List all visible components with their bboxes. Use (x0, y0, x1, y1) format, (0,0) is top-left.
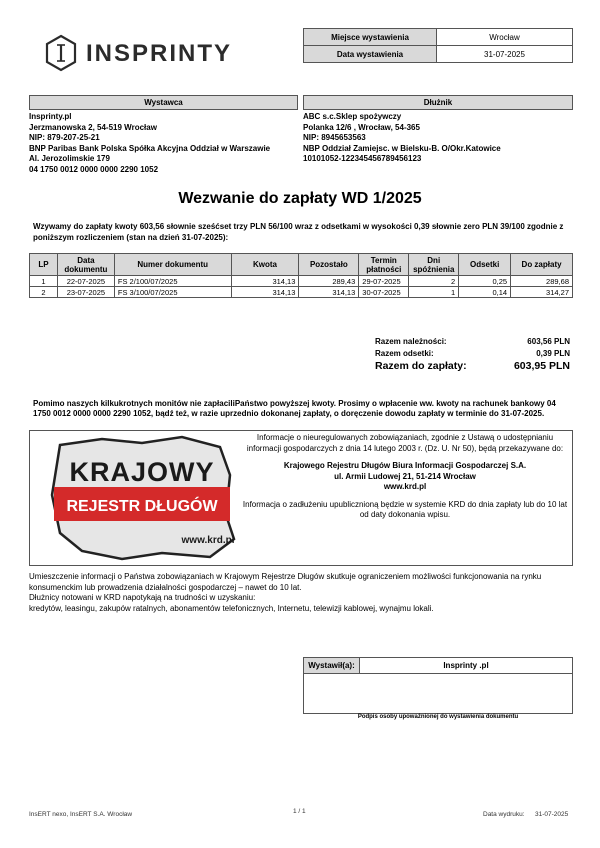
krd-logo-bottom: REJESTR DŁUGÓW (66, 498, 218, 515)
meta-value: 31-07-2025 (437, 46, 573, 63)
table-cell: 2 (30, 287, 58, 298)
col-header: Termin płatności (359, 254, 409, 276)
meta-label: Miejsce wystawienia (304, 29, 437, 46)
sum-total-value: 603,95 PLN (513, 360, 570, 372)
debtor-line: Polanka 12/6 , Wrocław, 54-365 (303, 122, 420, 132)
table-cell: 289,68 (511, 276, 573, 287)
consequences-text (29, 572, 573, 614)
table-cell: 314,13 (231, 276, 299, 287)
table-cell: 289,43 (299, 276, 359, 287)
meta-label: Data wystawienia (304, 46, 437, 63)
seller-heading: Wystawca (29, 95, 298, 110)
debtor-section (303, 95, 573, 165)
table-row (30, 287, 573, 298)
signature-label: Wystawił(a): (304, 658, 360, 673)
debtor-line: NIP: 8945653563 (303, 133, 366, 142)
seller-line: Al. Jerozolimskie 179 (29, 154, 110, 163)
sum-interest-label: Razem odsetki: (375, 349, 434, 358)
sum-receivables-label: Razem należności: (375, 337, 447, 346)
sum-total-label: Razem do zapłaty: (375, 360, 467, 372)
seller-section (29, 95, 298, 175)
col-header: Numer dokumentu (114, 254, 231, 276)
seller-line: 04 1750 0012 0000 0000 2290 1052 (29, 164, 159, 174)
col-header: Pozostało (299, 254, 359, 276)
debtor-line: ABC s.c.Sklep spożywczy (303, 112, 402, 121)
seller-line: BNP Paribas Bank Polska Spółka Akcyjna Oddział w Warszawie (29, 143, 271, 153)
document-meta-table (303, 28, 573, 63)
brand-logo (44, 34, 264, 74)
table-cell: 314,13 (231, 287, 299, 298)
settlement-table (29, 253, 573, 298)
brand-name: INSPRINTY (86, 40, 233, 67)
table-cell: 30-07-2025 (359, 287, 409, 298)
col-header: Dni spóźnienia (409, 254, 459, 276)
col-header: Do zapłaty (511, 254, 573, 276)
krd-registry-url: www.krd.pl (383, 482, 427, 491)
table-cell: 1 (409, 287, 459, 298)
col-header: LP (30, 254, 58, 276)
table-cell: FS 2/100/07/2025 (114, 276, 231, 287)
table-cell: 0,14 (459, 287, 511, 298)
meta-row-place (304, 29, 573, 46)
seller-line: Jerzmanowska 2, 54-519 Wrocław (29, 122, 157, 132)
consequences-line: Umieszczenie informacji o Państwa zobowiązaniach w Krajowym Rejestrze Długów skutkuje ograniczeniem możliwości funkcjonowania na rynku konsumenckim lub prowadzenia działalności gospodarczej – nawet do 10 lat. (29, 572, 542, 592)
consequences-line: Dłużnicy notowani w KRD napotykają na trudności w uzyskaniu: (29, 593, 256, 602)
table-cell: 314,13 (299, 287, 359, 298)
meta-row-date (304, 46, 573, 63)
sum-interest-value: 0,39 PLN (536, 349, 570, 358)
table-cell: 23-07-2025 (57, 287, 114, 298)
table-cell: 314,27 (511, 287, 573, 298)
krd-info-1: Informacje o nieuregulowanych zobowiązaniach, zgodnie z Ustawą o udostępnianiu informacji gospodarczych z dnia 14 lutego 2003 r. (Dz. U. Nr 50), będą przekazywane do: (246, 433, 564, 453)
table-cell: 22-07-2025 (57, 276, 114, 287)
table-row (30, 276, 573, 287)
hexagon-logo-icon (44, 34, 78, 72)
footer-date-value: 31-07-2025 (535, 811, 569, 818)
table-cell: 29-07-2025 (359, 276, 409, 287)
sum-receivables-value: 603,56 PLN (527, 337, 570, 346)
signature-value: Insprinty .pl (443, 661, 489, 670)
footer-date-label: Data wydruku: (483, 811, 525, 818)
table-cell: 1 (30, 276, 58, 287)
footer-software: InsERT nexo, InsERT S.A. Wrocław (29, 811, 133, 818)
krd-logo-url: www.krd.pl (181, 535, 235, 546)
krd-info-2: Informacja o zadłużeniu upublicznioną będzie w systemie KRD do dnia zapłaty lub do 10 lat od daty dokonania wpisu. (242, 499, 568, 519)
signature-box (303, 657, 573, 714)
krd-registry-name: Krajowego Rejestru Długów Biura Informacji Gospodarczej S.A. (283, 461, 527, 470)
document-title: Wezwanie do zapłaty WD 1/2025 (178, 190, 422, 207)
table-cell: FS 3/100/07/2025 (114, 287, 231, 298)
table-cell: 0,25 (459, 276, 511, 287)
krd-registry-address: ul. Armii Ludowej 21, 51-214 Wrocław (334, 471, 476, 481)
signature-caption: Podpis osoby upoważnionej do wystawienia dokumentu (357, 714, 519, 720)
debtor-line: NBP Oddział Zamiejsc. w Bielsku-B. O/Okr.Katowice (303, 143, 501, 153)
seller-line: Insprinty.pl (29, 112, 72, 121)
krd-logo (42, 435, 242, 563)
krd-logo-top: KRAJOWY (69, 457, 215, 487)
krd-info (240, 433, 570, 521)
col-header: Kwota (231, 254, 299, 276)
table-header-row (30, 254, 573, 276)
meta-value: Wrocław (437, 29, 573, 46)
col-header: Odsetki (459, 254, 511, 276)
debtor-heading: Dłużnik (303, 95, 573, 110)
seller-line: NIP: 879-207-25-21 (29, 133, 100, 142)
debtor-line: 10101052-122345456789456123 (303, 154, 422, 163)
intro-text: Wzywamy do zapłaty kwoty 603,56 słownie sześćset trzy PLN 56/100 wraz z odsetkami w wysokości 0,39 słownie zero PLN 39/100 zgodnie z poniższym rozliczeniem (stan na dzień 31-07-2025): (33, 222, 564, 242)
krd-notice-box (29, 430, 573, 566)
reminder-text: Pomimo naszych kilkukrotnych monitów nie zapłaciliPaństwo powyższej kwoty. Prosimy o wpłacenie ww. kwoty na rachunek bankowy 04 1750 0012 0000 0000 2290 1052, bądź też, w razie uprzednio dokonanej zapłaty, o doręczenie dowodu zapłaty w terminie do 31-07-2025. (33, 399, 556, 418)
consequences-line: kredytów, leasingu, zakupów ratalnych, abonamentów telefonicznych, Internetu, telewizji kablowej, wynajmu lokali. (29, 603, 434, 613)
footer-page: 1 / 1 (293, 808, 306, 815)
table-cell: 2 (409, 276, 459, 287)
col-header: Data dokumentu (57, 254, 114, 276)
